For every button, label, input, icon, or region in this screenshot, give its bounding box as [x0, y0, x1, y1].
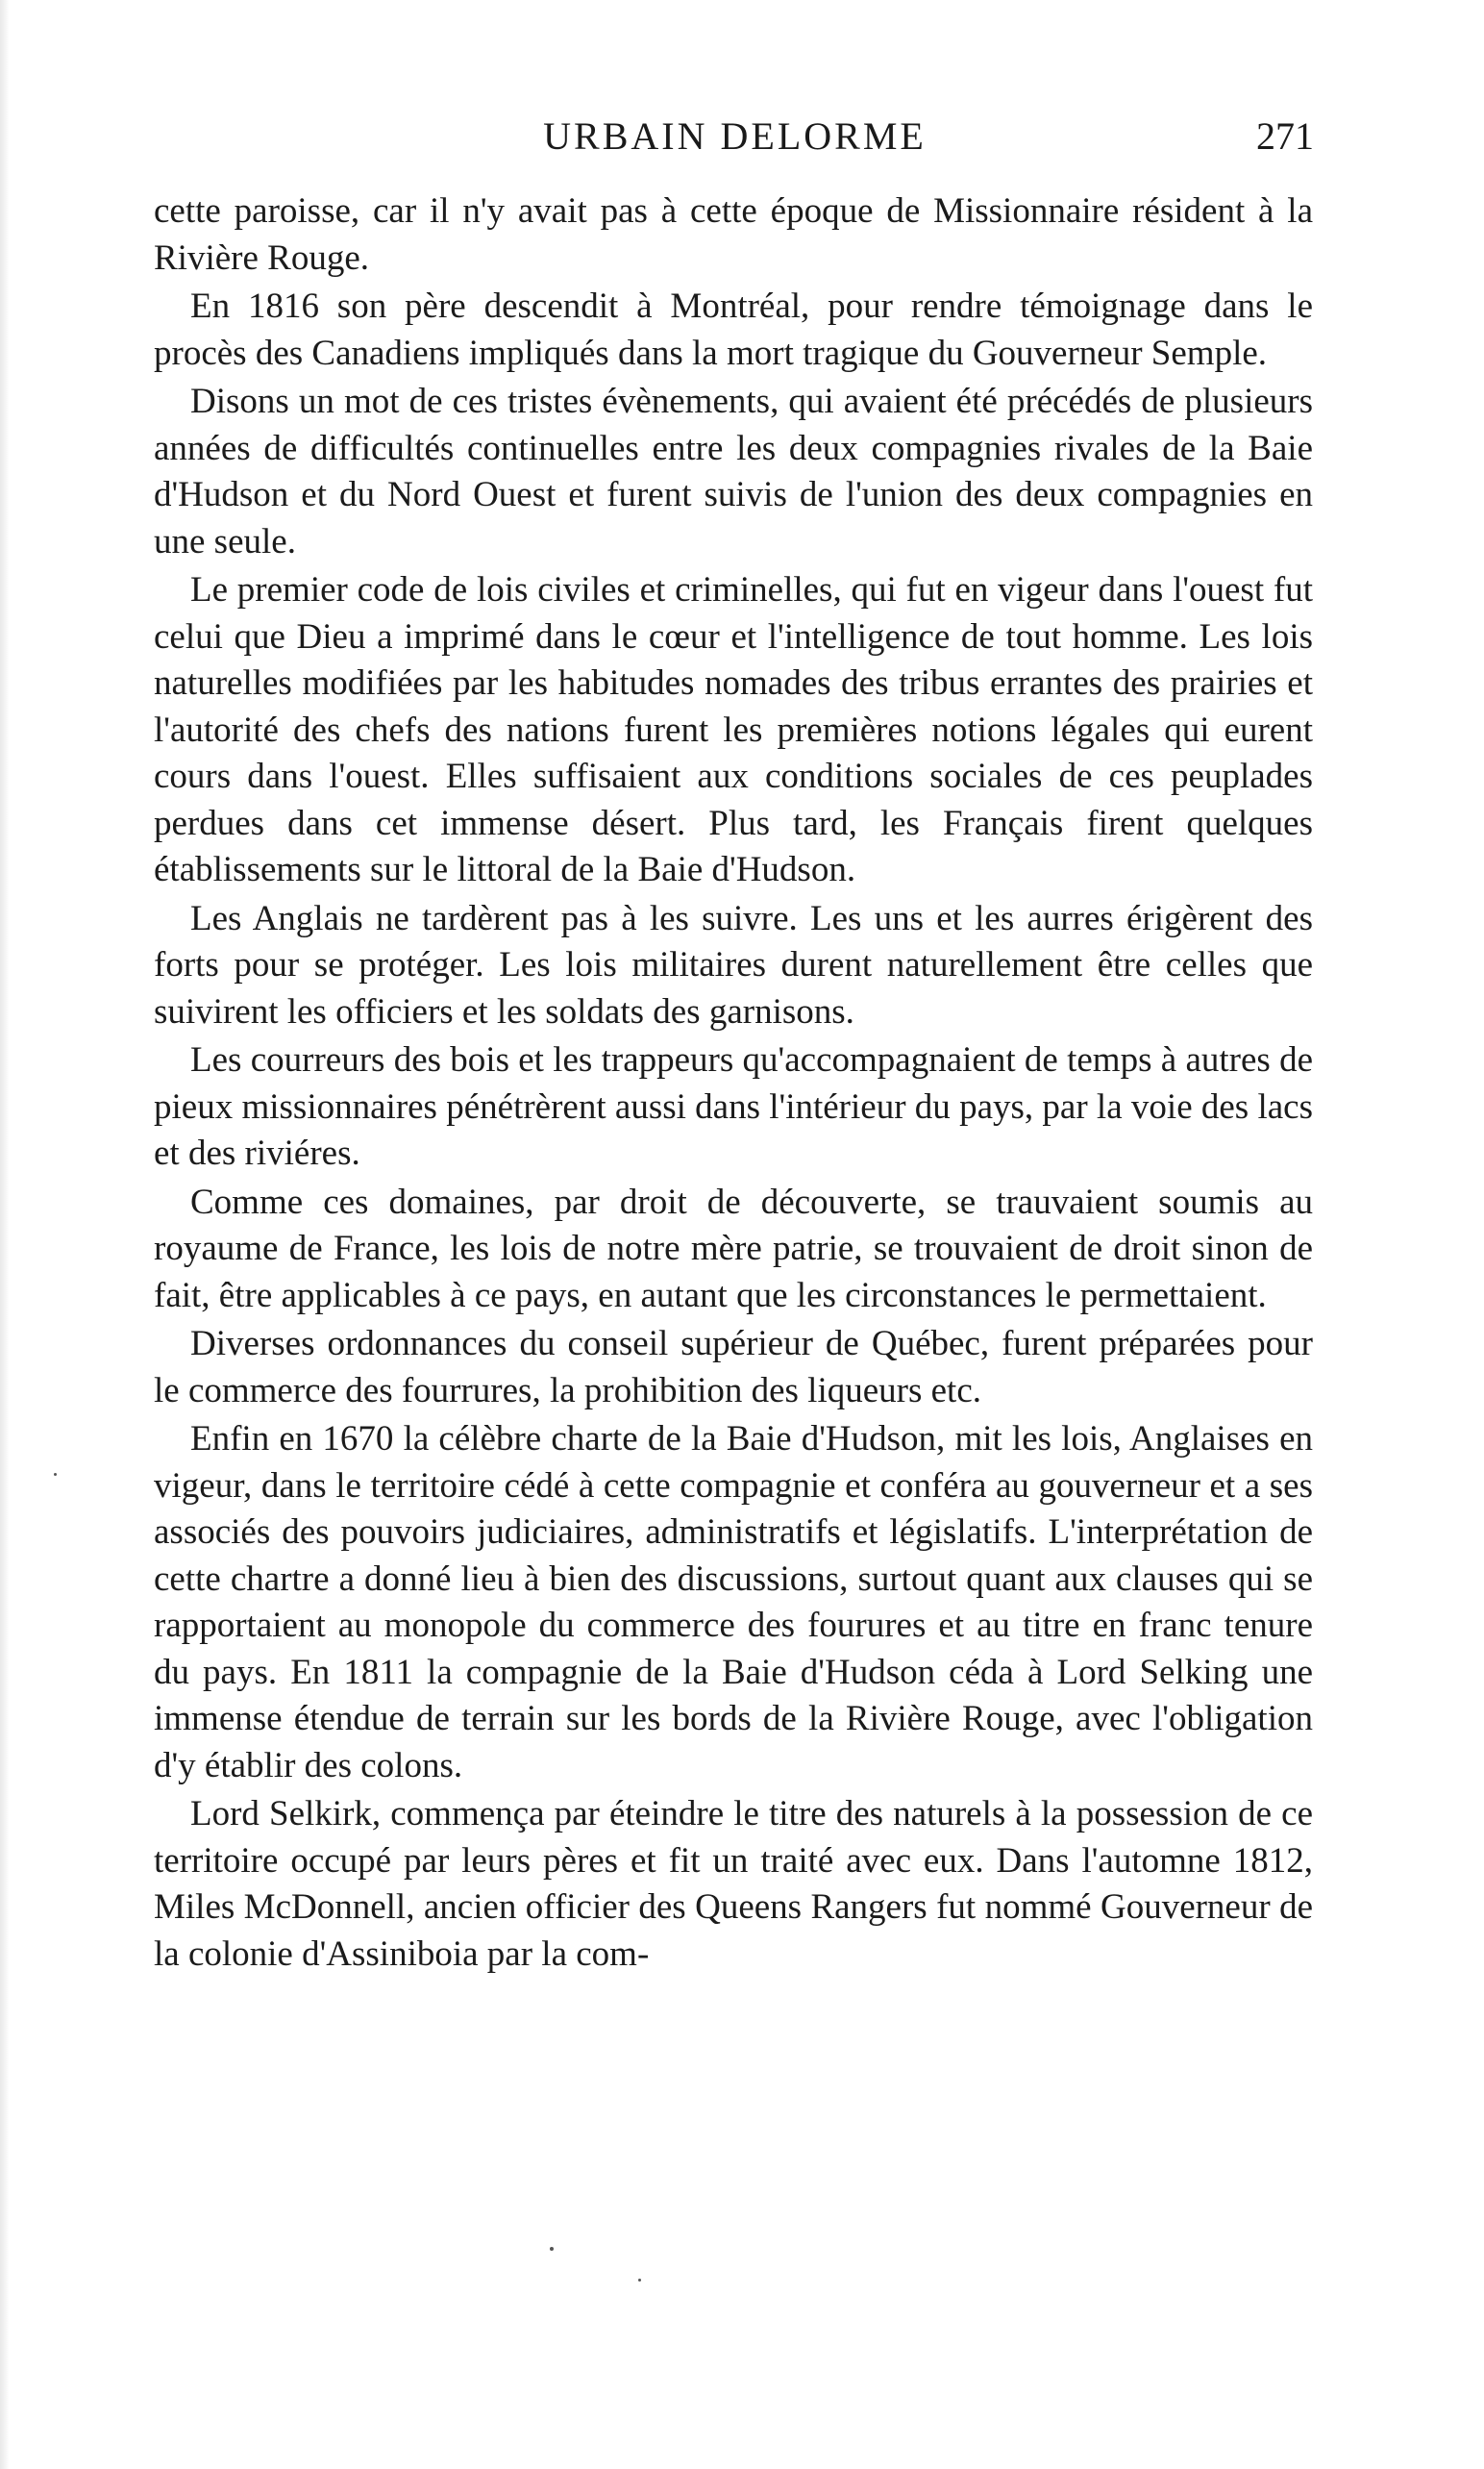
paragraph-continued: cette paroisse, car il n'y avait pas à cette époque de Missionnaire résident à la Rivière Rouge.	[154, 191, 1313, 278]
paragraph: Enfin en 1670 la célèbre charte de la Baie d'Hudson, mit les lois, Anglaises en vigeur, dans le territoire cédé à cette compagnie et conféra au gouverneur et a ses associés des pouvoirs judiciaires, administratifs et législatifs. L'interprétation de cette chartre a donné lieu à bien des discussions, surtout quant aux clauses qui se rapportaient au monopole du commerce des fourures et au titre en franc tenure du pays. En 1811 la compagnie de la Baie d'Hudson céda à Lord Selking une immense étendue de terrain sur les bords de la Rivière Rouge, avec l'obligation d'y établir des colons.	[154, 1419, 1313, 1785]
paragraph: En 1816 son père descendit à Montréal, pour rendre témoignage dans le procès des Canadiens impliqués dans la mort tragique du Gouverneur Semple.	[154, 287, 1313, 373]
paragraph: Diverses ordonnances du conseil supérieur de Québec, furent préparées pour le commerce des fourrures, la prohibition des liqueurs etc.	[154, 1324, 1313, 1410]
paragraph: Les Anglais ne tardèrent pas à les suivre. Les uns et les aurres érigèrent des forts pour se protéger. Les lois militaires durent naturellement être celles que suivirent les officiers et les soldats des garnisons.	[154, 898, 1313, 1032]
body-text	[154, 188, 1313, 1980]
running-title: URBAIN DELORME	[543, 114, 927, 158]
paragraph: Les courreurs des bois et les trappeurs qu'accompagnaient de temps à autres de pieux missionnaires pénétrèrent aussi dans l'intérieur du pays, par la voie des lacs et des riviéres.	[154, 1040, 1313, 1173]
page-header	[156, 113, 1314, 171]
scan-speck	[638, 2279, 641, 2282]
paragraph: Lord Selkirk, commença par éteindre le titre des naturels à la possession de ce territoire occupé par leurs pères et fit un traité avec eux. Dans l'automne 1812, Miles McDonnell, ancien officier des Queens Rangers fut nommé Gouverneur de la colonie d'Assiniboia par la com-	[154, 1794, 1313, 1974]
scan-speck	[550, 2247, 554, 2251]
page-number: 271	[1256, 114, 1314, 158]
paragraph: Comme ces domaines, par droit de découverte, se trauvaient soumis au royaume de France, les lois de notre mère patrie, se trouvaient de droit sinon de fait, être applicables à ce pays, en autant que les circonstances le permettaient.	[154, 1182, 1313, 1315]
scan-speck	[54, 1473, 57, 1476]
paragraph: Le premier code de lois civiles et criminelles, qui fut en vigeur dans l'ouest fut celui que Dieu a imprimé dans le cœur et l'intelligence de tout homme. Les lois naturelles modifiées par les habitudes nomades des tribus errantes des prairies et l'autorité des chefs des nations furent les premières notions légales qui eurent cours dans l'ouest. Elles suffisaient aux conditions sociales de ces peuplades perdues dans cet immense désert. Plus tard, les Français firent quelques établissements sur le littoral de la Baie d'Hudson.	[154, 570, 1313, 889]
scan-edge-shadow	[0, 0, 10, 2469]
paragraph: Disons un mot de ces tristes évènements, qui avaient été précédés de plusieurs années de difficultés continuelles entre les deux compagnies rivales de la Baie d'Hudson et du Nord Ouest et furent suivis de l'union des deux compagnies en une seule.	[154, 382, 1313, 561]
